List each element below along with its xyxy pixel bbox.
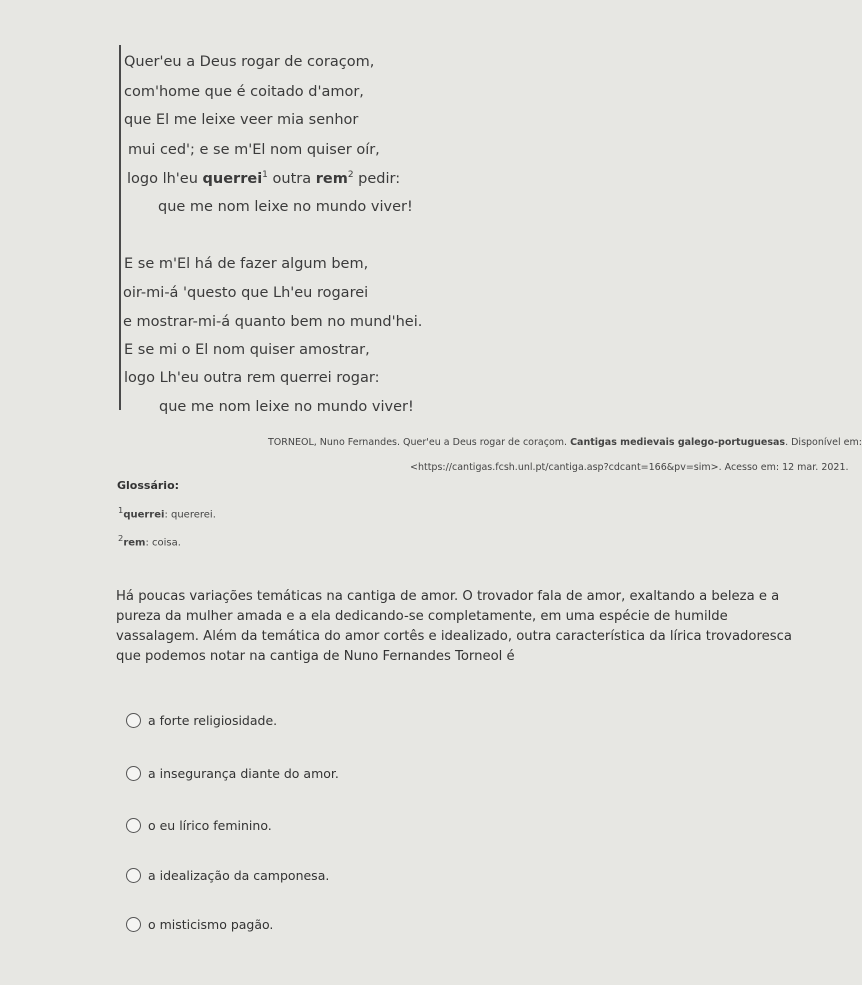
answer-option-a[interactable] xyxy=(126,710,277,730)
glossary-word: rem xyxy=(315,170,348,187)
poem-line: com'home que é coitado d'amor, xyxy=(124,84,364,100)
option-label: o eu lírico feminino. xyxy=(148,817,272,833)
poem-line: mui ced'; e se m'El nom quiser oír, xyxy=(128,142,380,158)
citation-book: Cantigas medievais galego-portuguesas xyxy=(570,437,786,448)
line-text: pedir: xyxy=(353,170,401,187)
answer-option-d[interactable] xyxy=(126,865,329,885)
glossary-word: querrei xyxy=(202,170,263,187)
radio-button[interactable] xyxy=(126,917,141,932)
poem-line: que El me leixe veer mia senhor xyxy=(124,112,359,128)
radio-button[interactable] xyxy=(126,766,141,781)
option-label: a forte religiosidade. xyxy=(148,712,278,728)
poem-line xyxy=(127,170,400,187)
glossary-definition: : quererei. xyxy=(164,509,216,521)
citation-author: TORNEOL, Nuno Fernandes. Quer'eu a Deus rogar de coraçom. xyxy=(268,437,571,448)
radio-button[interactable] xyxy=(126,818,141,833)
option-label: a insegurança diante do amor. xyxy=(148,765,339,781)
option-label: o misticismo pagão. xyxy=(148,916,274,932)
poem-line: e mostrar-mi-á quanto bem no mund'hei. xyxy=(123,314,423,330)
poem-border xyxy=(119,45,121,410)
poem-line: Quer'eu a Deus rogar de coraçom, xyxy=(124,54,375,70)
option-label: a idealização da camponesa. xyxy=(148,867,330,883)
glossary-title: Glossário: xyxy=(117,479,180,492)
answer-option-c[interactable] xyxy=(126,815,272,835)
radio-button[interactable] xyxy=(126,868,141,883)
glossary-definition: : coisa. xyxy=(145,537,181,549)
footnote-number: 2 xyxy=(118,533,124,543)
poem-line: E se m'El há de fazer algum bem, xyxy=(124,256,369,272)
radio-button[interactable] xyxy=(126,713,141,728)
glossary-term: rem xyxy=(123,537,146,549)
poem-line: logo Lh'eu outra rem querrei rogar: xyxy=(124,370,380,386)
answer-option-e[interactable] xyxy=(126,914,273,934)
footnote-number: 1 xyxy=(118,505,124,515)
footnote-mark: 1 xyxy=(262,170,268,180)
poem-line: E se mi o El nom quiser amostrar, xyxy=(124,342,370,358)
poem-line: oir-mi-á 'questo que Lh'eu rogarei xyxy=(123,285,369,301)
answer-option-b[interactable] xyxy=(126,763,339,783)
citation-availability: . Disponível em: xyxy=(785,437,862,448)
question-text: Há poucas variações temáticas na cantiga de amor. O trovador fala de amor, exaltando a beleza e a pureza da mulher amada e a ela dedicando-se completamente, em uma espécie de humilde vassalagem. Além da temática do amor cortês e idealizado, outra característica da lírica trovadoresca que podemos notar na cantiga de Nuno Fernandes Torneol é xyxy=(116,589,792,664)
source-url: <https://cantigas.fcsh.unl.pt/cantiga.asp?cdcant=166&pv=sim>. Acesso em: 12 mar. 2021. xyxy=(410,462,849,473)
glossary-term: querrei xyxy=(123,509,165,521)
poem-refrain: que me nom leixe no mundo viver! xyxy=(158,199,413,215)
source-citation xyxy=(268,437,862,448)
glossary-item xyxy=(118,533,181,548)
line-text: outra xyxy=(267,170,316,187)
glossary-item xyxy=(118,505,216,520)
poem-refrain: que me nom leixe no mundo viver! xyxy=(159,399,414,415)
line-text: logo lh'eu xyxy=(127,170,203,187)
footnote-mark: 2 xyxy=(347,170,354,180)
